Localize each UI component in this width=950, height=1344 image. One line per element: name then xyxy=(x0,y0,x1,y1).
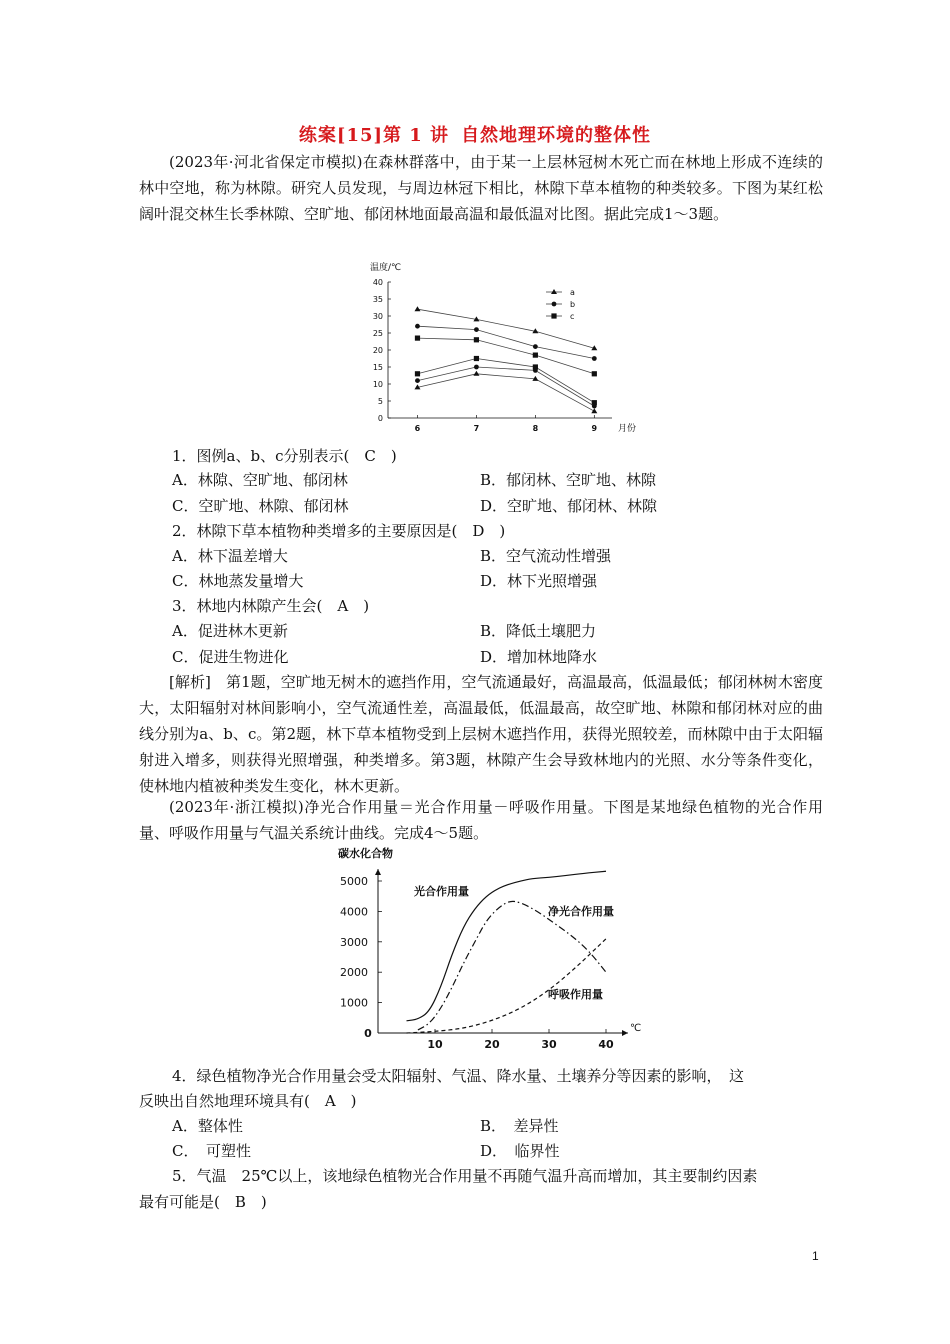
q4-option-b: B． 差异性 xyxy=(480,1117,559,1135)
chart1-point-b-min xyxy=(474,365,479,370)
chart1-series-a-min-line xyxy=(417,374,594,411)
chart1-ylabel: 温度/℃ xyxy=(370,263,402,273)
q2-option-b: B．空气流动性增强 xyxy=(480,547,612,565)
q1-stem: 1．图例a、b、c分别表示( C ) xyxy=(172,447,397,465)
chart1-legend-marker-b xyxy=(552,302,557,307)
intro-paragraph-1: (2023年·河北省保定市模拟)在森林群落中，由于某一上层林冠树木死亡而在林地上形成不连续的林中空地，称为林隙。研究人员发现，与周边林冠下相比，林隙下草本植物的种类较多。下图为某红松阔叶混交林生长季林隙、空旷地、郁闭林地面最高温和最低温对比图。据此完成1～3题。 xyxy=(139,153,823,223)
q3-option-d: D．增加林地降水 xyxy=(480,648,598,666)
chart1-point-a-min xyxy=(591,408,597,413)
chart2-xlabel: ℃ xyxy=(630,1023,642,1034)
chart1-ytick-label: 35 xyxy=(372,295,383,304)
chart1-ytick-label: 0 xyxy=(377,414,383,423)
page-number: 1 xyxy=(812,1249,819,1263)
chart1-ytick-label: 30 xyxy=(372,312,383,321)
q3-option-c: C．促进生物进化 xyxy=(172,648,289,666)
chart2-x-arrow xyxy=(622,1030,628,1036)
q2-option-c: C．林地蒸发量增大 xyxy=(172,572,304,590)
chart2-label-photosynthesis: 光合作用量 xyxy=(414,885,469,898)
q1-option-b: B．郁闭林、空旷地、林隙 xyxy=(480,471,657,489)
q1-option-c: C．空旷地、林隙、郁闭林 xyxy=(172,497,349,515)
chart1-point-c-max xyxy=(533,353,538,358)
chart1-point-c-max xyxy=(474,337,479,342)
page-title xyxy=(0,121,950,147)
chart2-series-line-2 xyxy=(407,939,607,1033)
chart1-xtick-label: 9 xyxy=(591,424,598,433)
title-topic: 自然地理环境的整体性 xyxy=(461,125,652,146)
chart1-ytick-label: 5 xyxy=(377,397,383,406)
chart1-point-b-min xyxy=(533,368,538,373)
chart1-point-b-max xyxy=(474,327,479,332)
chart1-legend-label-b: b xyxy=(570,300,576,309)
q3-option-a: A．促进林木更新 xyxy=(172,622,288,640)
chart2-xtick-label: 10 xyxy=(427,1038,443,1051)
chart2-xtick-label: 30 xyxy=(541,1038,557,1051)
chart1-legend-label-c: c xyxy=(570,312,575,321)
q3-option-b: B．降低土壤肥力 xyxy=(480,622,597,640)
chart2-y-arrow xyxy=(375,869,381,875)
chart2-label-net: 净光合作用量 xyxy=(548,905,614,918)
q2-stem: 2．林隙下草本植物种类增多的主要原因是( D ) xyxy=(172,522,506,540)
chart2-ylabel: 碳水化合物 xyxy=(338,847,393,860)
chart2-xtick-label: 0 xyxy=(364,1027,372,1040)
q1-option-d: D．空旷地、郁闭林、林隙 xyxy=(480,497,658,515)
chart2-xtick-label: 40 xyxy=(598,1038,614,1051)
chart1-legend-marker-c xyxy=(551,313,556,318)
q4-option-d: D． 临界性 xyxy=(480,1142,560,1160)
analysis-paragraph: [解析] 第1题，空旷地无树木的遮挡作用，空气流通最好，高温最高，低温最低；郁闭林树木密度大，太阳辐射对林间影响小，空气流通性差，高温最低，低温最高，故空旷地、林隙和郁闭林对应的曲线分别为a、b、c。第2题，林下草本植物受到上层树木遮挡作用，获得光照较差，而林隙中由于太阳辐射进入增多，则获得光照增强，种类增多。第3题，林隙产生会导致林地内的光照、水分等条件变化，使林地内植被种类发生变化，林木更新。 xyxy=(139,673,823,795)
chart1-series-b-max-line xyxy=(417,326,594,358)
chart1-point-c-max xyxy=(592,371,597,376)
chart1-legend-marker-a xyxy=(551,289,557,294)
chart2-xtick-label: 20 xyxy=(484,1038,500,1051)
q4-stem-line1: 4．绿色植物净光合作用量会受太阳辐射、气温、降水量、土壤养分等因素的影响， 这 xyxy=(172,1067,745,1085)
q3-stem: 3．林地内林隙产生会( A ) xyxy=(172,597,370,615)
q5-stem-line1: 5．气温 25℃以上，该地绿色植物光合作用量不再随气温升高而增加，其主要制约因素 xyxy=(172,1167,758,1185)
chart1-point-a-min xyxy=(473,371,479,376)
chart1-point-c-min xyxy=(474,356,479,361)
chart2-ytick-label: 3000 xyxy=(340,935,368,949)
temperature-chart xyxy=(350,258,680,438)
q2-option-a: A．林下温差增大 xyxy=(172,547,288,565)
chart1-xtick-label: 7 xyxy=(473,424,480,433)
chart1-xlabel: 月份 xyxy=(618,424,637,434)
chart2-ytick-label: 4000 xyxy=(340,905,368,919)
chart1-point-b-max xyxy=(533,344,538,349)
chart1-point-c-max xyxy=(415,336,420,341)
q4-option-c: C． 可塑性 xyxy=(172,1142,251,1160)
q1-option-a: A．林隙、空旷地、郁闭林 xyxy=(172,471,348,489)
chart1-point-c-min xyxy=(415,371,420,376)
chart1-point-b-min xyxy=(415,378,420,383)
chart1-ytick-label: 40 xyxy=(372,278,383,287)
chart1-point-b-max xyxy=(592,356,597,361)
chart1-point-b-min xyxy=(592,404,597,409)
q4-stem-line2: 反映出自然地理环境具有( A ) xyxy=(139,1092,357,1110)
chart1-series-a-max-line xyxy=(417,309,594,348)
intro-paragraph-2: (2023年·浙江模拟)净光合作用量＝光合作用量－呼吸作用量。下图是某地绿色植物的光合作用量、呼吸作用量与气温关系统计曲线。完成4～5题。 xyxy=(139,798,823,842)
chart1-ytick-label: 15 xyxy=(372,363,383,372)
q2-option-d: D．林下光照增强 xyxy=(480,572,598,590)
chart1-xtick-label: 8 xyxy=(532,424,539,433)
photosynthesis-chart xyxy=(330,843,650,1053)
chart1-point-a-max xyxy=(414,306,420,311)
chart2-ytick-label: 2000 xyxy=(340,966,368,980)
title-lesson: 练案[15]第 1 讲 xyxy=(298,125,450,146)
chart2-ytick-label: 5000 xyxy=(340,875,368,888)
chart1-legend-label-a: a xyxy=(570,288,575,297)
chart1-point-b-max xyxy=(415,324,420,329)
chart1-ytick-label: 25 xyxy=(372,329,383,338)
chart1-ytick-label: 10 xyxy=(372,380,383,389)
q4-option-a: A．整体性 xyxy=(172,1117,243,1135)
chart2-label-respiration: 呼吸作用量 xyxy=(548,988,603,1001)
chart2-ytick-label: 1000 xyxy=(340,996,368,1010)
chart1-ytick-label: 20 xyxy=(372,346,383,355)
q5-stem-line2: 最有可能是( B ) xyxy=(139,1193,267,1211)
chart1-xtick-label: 6 xyxy=(414,424,421,433)
